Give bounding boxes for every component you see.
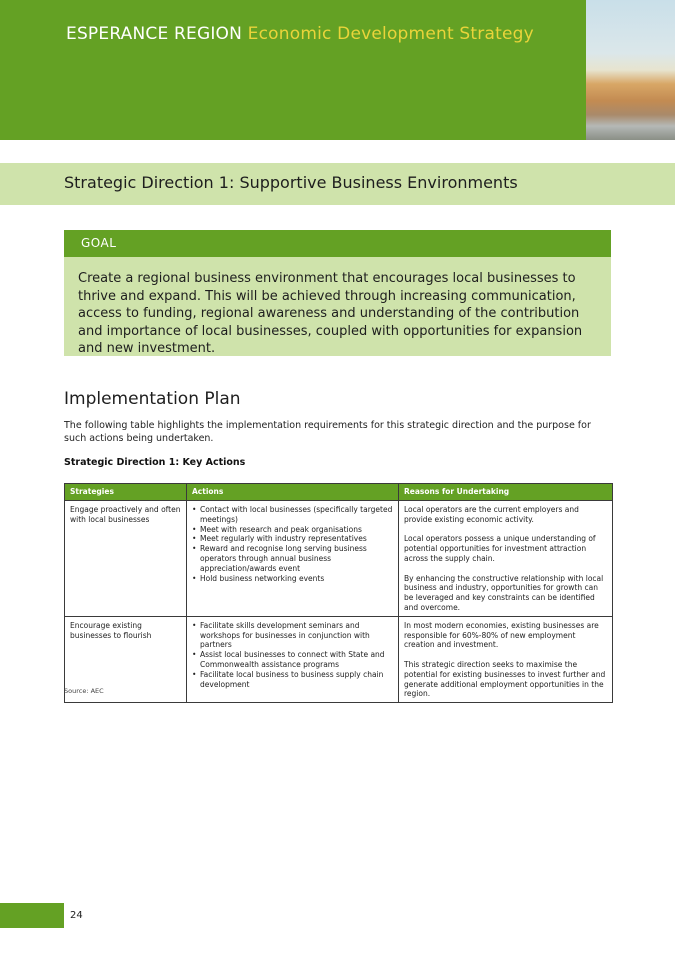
implementation-title: Implementation Plan xyxy=(64,389,241,409)
reason-paragraph: This strategic direction seeks to maximise the potential for existing businesses to invest further and generate additional employment opportunities in the region. xyxy=(404,659,606,699)
goal-box xyxy=(64,257,611,356)
document-title xyxy=(66,24,534,44)
table-header-row xyxy=(65,484,613,501)
action-item: • Meet regularly with industry representatives xyxy=(192,534,393,544)
header-banner xyxy=(0,0,586,140)
table-row xyxy=(65,616,613,702)
strategy-cell: Encourage existing businesses to flourish xyxy=(65,616,187,702)
strategy-cell: Engage proactively and often with local businesses xyxy=(65,501,187,617)
action-item: • Reward and recognise long serving business operators through annual business appreciation/awards event xyxy=(192,544,393,573)
reason-paragraph: Local operators possess a unique understanding of potential opportunities for investment attraction across the supply chain. xyxy=(404,534,596,563)
reasons-cell xyxy=(399,501,613,617)
title-main: ESPERANCE REGION xyxy=(66,24,243,44)
title-sub: Economic Development Strategy xyxy=(247,24,534,44)
action-item: • Facilitate skills development seminars and workshops for businesses in conjunction with partners xyxy=(192,621,393,650)
key-actions-table xyxy=(64,483,613,703)
direction-title: Strategic Direction 1: Supportive Business Environments xyxy=(64,173,518,192)
footer-bar xyxy=(0,903,64,928)
action-item: • Hold business networking events xyxy=(192,574,393,584)
landscape-photo xyxy=(586,0,675,140)
direction-band xyxy=(0,163,675,205)
reason-paragraph: In most modern economies, existing businesses are responsible for 60%-80% of new employment creation and investment. xyxy=(404,620,599,650)
actions-cell xyxy=(187,616,399,702)
action-item: • Facilitate local business to business supply chain development xyxy=(192,670,393,690)
reason-paragraph: By enhancing the constructive relationship with local business and industry, opportunities for growth can be leveraged and key constraints can be identified and overcome. xyxy=(404,573,604,612)
implementation-intro: The following table highlights the implementation requirements for this strategic direction and the purpose for such actions being undertaken. xyxy=(64,420,591,444)
column-header-strategies: Strategies xyxy=(65,484,187,501)
action-item: • Contact with local businesses (specifically targeted meetings) xyxy=(192,505,393,525)
goal-header xyxy=(64,230,611,257)
page-number: 24 xyxy=(70,910,83,921)
reasons-cell xyxy=(399,616,613,702)
reason-paragraph: Local operators are the current employers and provide existing economic activity. xyxy=(404,505,579,524)
action-item: • Assist local businesses to connect with State and Commonwealth assistance programs xyxy=(192,650,393,670)
goal-label: GOAL xyxy=(81,236,117,250)
key-actions-heading: Strategic Direction 1: Key Actions xyxy=(64,457,246,468)
actions-cell xyxy=(187,501,399,617)
column-header-reasons: Reasons for Undertaking xyxy=(399,484,613,501)
source-note: Source: AEC xyxy=(64,687,104,695)
goal-text: Create a regional business environment that encourages local businesses to thrive and expand. This will be achieved through increasing communication, access to funding, regional awareness and understanding of the contribution and importance of local businesses, coupled with opportunities for expansion and new investment. xyxy=(78,271,583,356)
column-header-actions: Actions xyxy=(187,484,399,501)
action-item: • Meet with research and peak organisations xyxy=(192,525,393,535)
table-row xyxy=(65,501,613,617)
